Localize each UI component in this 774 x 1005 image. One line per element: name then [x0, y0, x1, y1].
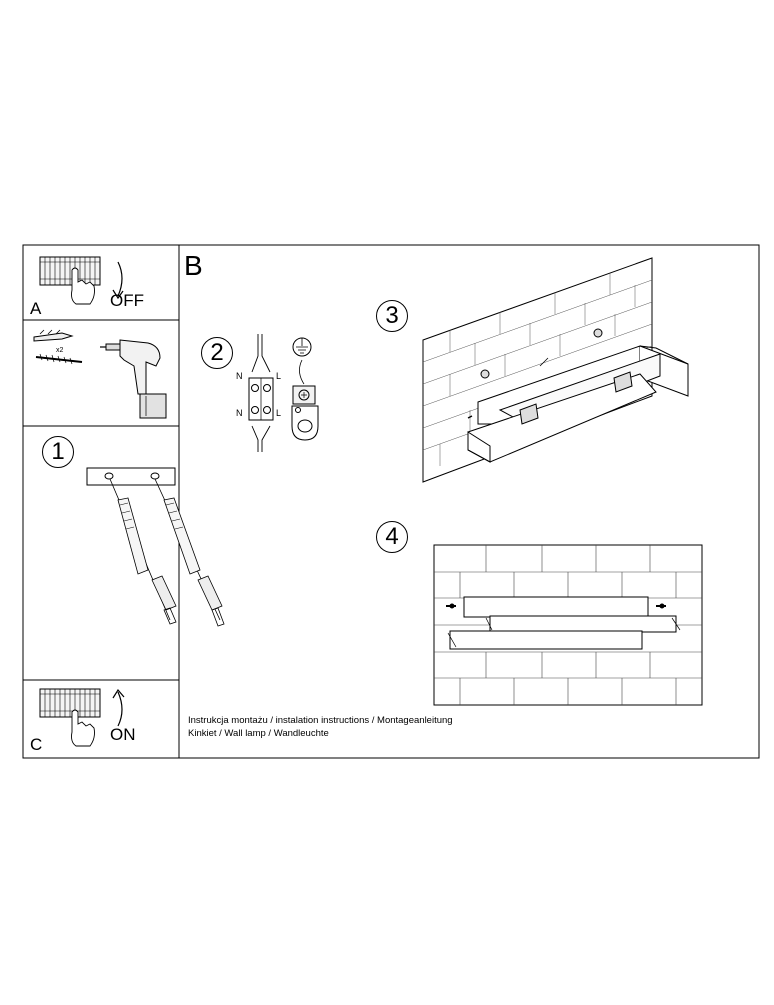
step-2-badge: 2 [201, 337, 233, 369]
wire-l-top-label: L [276, 371, 282, 381]
wall-fixture-illustration [423, 258, 688, 482]
panel-a-letter: A [30, 299, 42, 318]
quantity-label: x2 [56, 347, 64, 354]
panel-b-letter: B [184, 250, 203, 281]
step-3-badge: 3 [376, 300, 408, 332]
step-4-badge: 4 [376, 521, 408, 553]
tools-illustration [34, 330, 166, 418]
wire-l-bottom-label: L [276, 408, 282, 418]
wiring-illustration [249, 334, 318, 452]
panel-c-letter: C [30, 735, 43, 754]
off-label: OFF [110, 291, 144, 310]
mounting-bracket-illustration [87, 468, 224, 626]
wire-n-top-label: N [236, 371, 243, 381]
on-label: ON [110, 725, 136, 744]
mounted-lamp-illustration [434, 545, 702, 705]
wire-n-bottom-label: N [236, 408, 243, 418]
step-1-badge: 1 [42, 436, 74, 468]
caption-line-1: Instrukcja montażu / instalation instructions / Montageanleitung [188, 715, 453, 726]
caption-line-2: Kinkiet / Wall lamp / Wandleuchte [188, 728, 329, 739]
